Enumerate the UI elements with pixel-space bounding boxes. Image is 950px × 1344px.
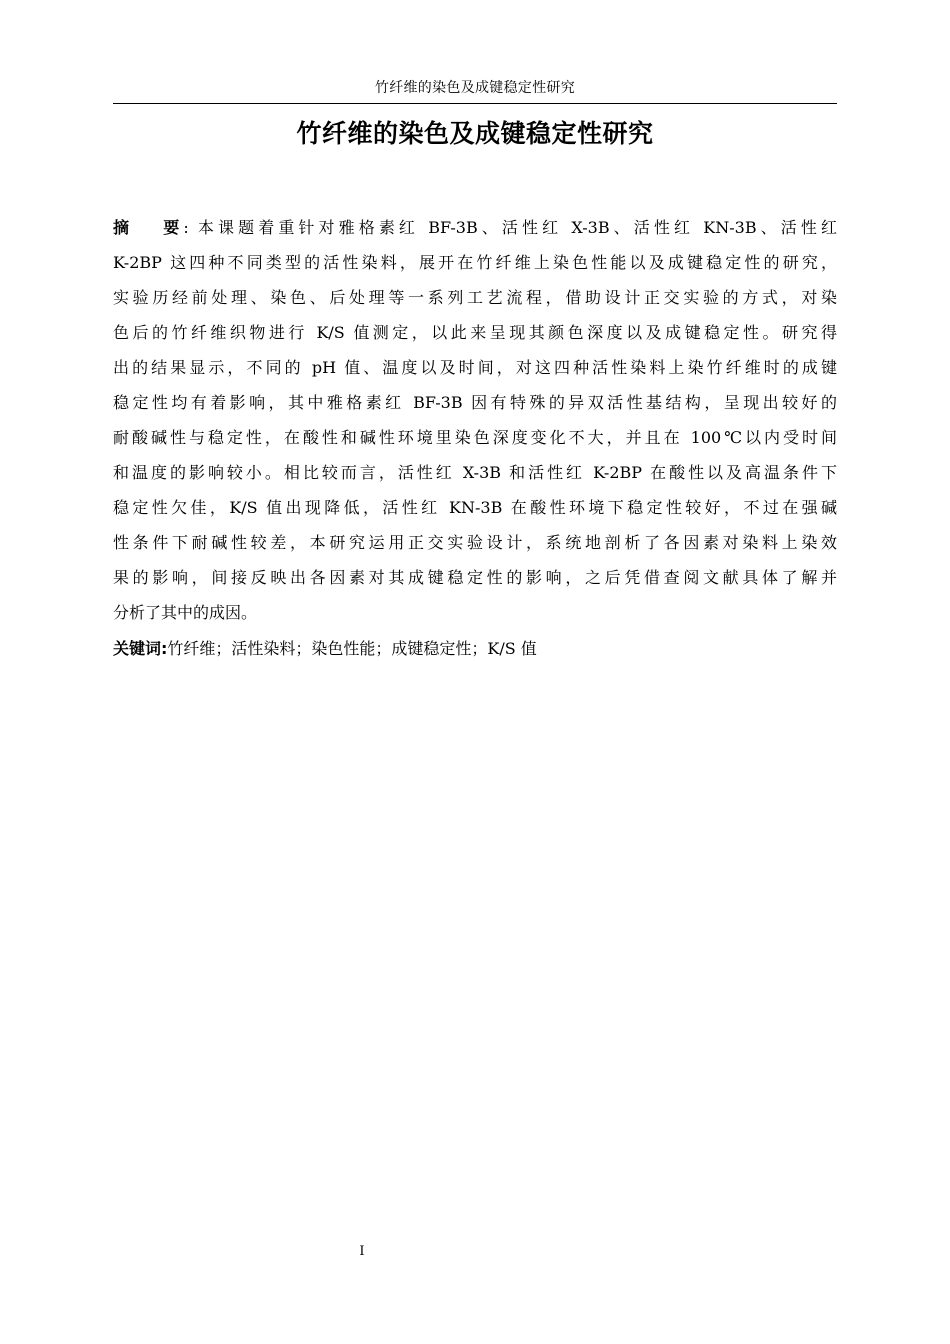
document-title: 竹纤维的染色及成键稳定性研究 [296,119,654,148]
abstract-line: 实验历经前处理、染色、后处理等一系列工艺流程，借助设计正交实验的方式，对染 [113,288,837,307]
abstract-line: 分析了其中的成因。 [113,603,258,622]
running-header: 竹纤维的染色及成键稳定性研究 [374,80,576,96]
page-number: I [359,1244,365,1259]
abstract-line: 果的影响，间接反映出各因素对其成键稳定性的影响，之后凭借查阅文献具体了解并 [113,568,837,587]
header-divider [113,103,837,104]
abstract-label-part1: 摘 [113,218,134,237]
abstract-line [113,210,837,245]
abstract-line: 耐酸碱性与稳定性，在酸性和碱性环境里染色深度变化不大，并且在 100℃以内受时间 [113,428,837,447]
keywords-section [113,631,837,666]
abstract-line: 性条件下耐碱性较差，本研究运用正交实验设计，系统地剖析了各因素对染料上染效 [113,533,837,552]
abstract-line: K-2BP 这四种不同类型的活性染料，展开在竹纤维上染色性能以及成键稳定性的研究， [113,253,837,272]
keywords-text: 竹纤维；活性染料；染色性能；成键稳定性；K/S 值 [167,639,537,658]
abstract-section [113,210,837,630]
abstract-separator: : [183,218,189,237]
abstract-line: 出的结果显示，不同的 pH 值、温度以及时间，对这四种活性染料上染竹纤维时的成键 [113,358,837,377]
abstract-label-part2: 要 [159,218,184,237]
keywords-label: 关键词: [113,639,168,658]
abstract-text: 本课题着重针对雅格素红 BF-3B、活性红 X-3B、活性红 KN-3B、活性红 [188,218,837,237]
abstract-line: 色后的竹纤维织物进行 K/S 值测定，以此来呈现其颜色深度以及成键稳定性。研究得 [113,323,837,342]
abstract-line: 和温度的影响较小。相比较而言，活性红 X-3B 和活性红 K-2BP 在酸性以及高温条件下 [113,463,837,482]
abstract-line: 稳定性欠佳，K/S 值出现降低，活性红 KN-3B 在酸性环境下稳定性较好，不过在强碱 [113,498,837,517]
abstract-label [113,218,183,237]
abstract-line: 稳定性均有着影响，其中雅格素红 BF-3B 因有特殊的异双活性基结构，呈现出较好的 [113,393,837,412]
